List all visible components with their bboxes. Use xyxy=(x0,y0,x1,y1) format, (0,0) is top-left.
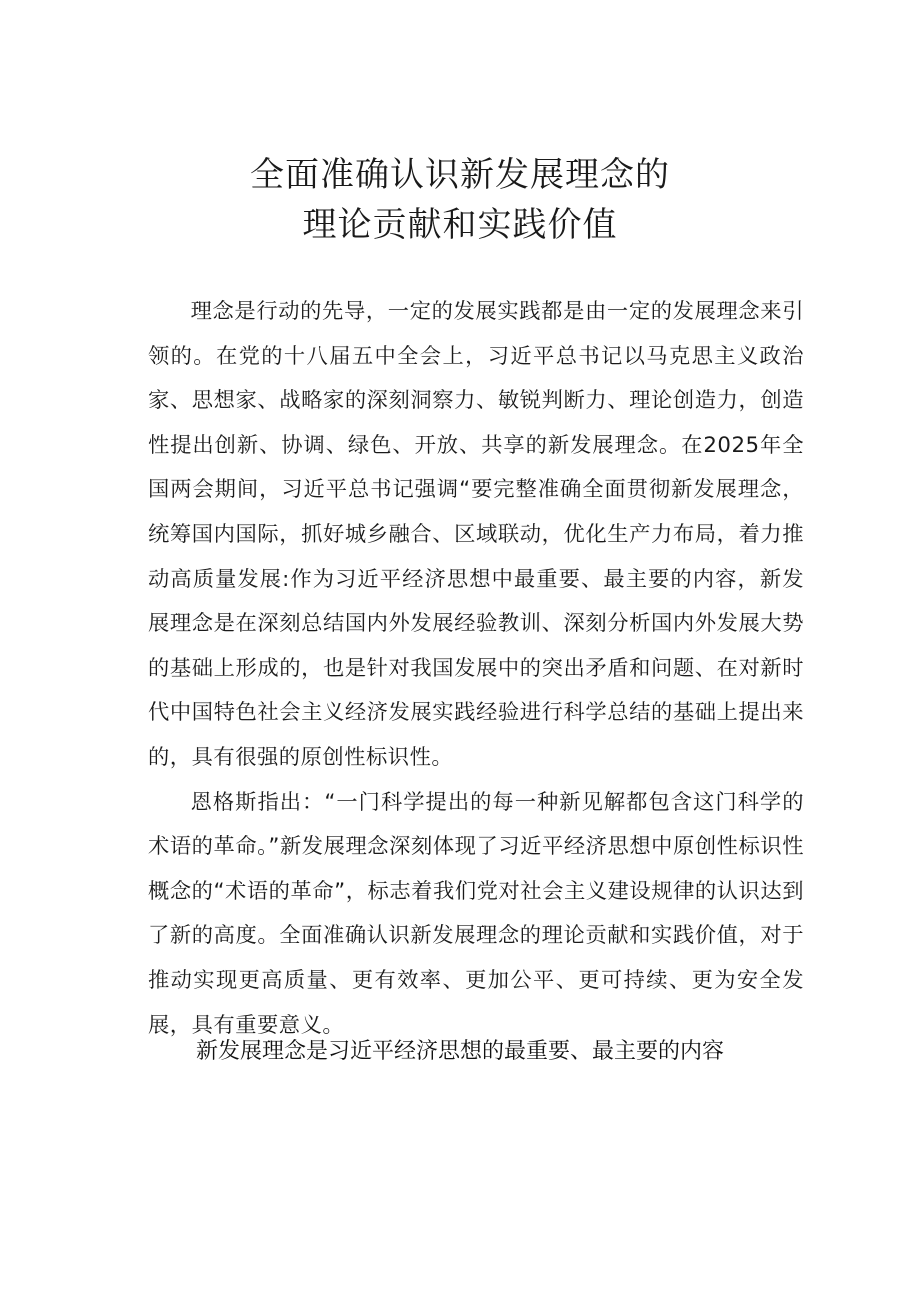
document-title xyxy=(0,150,920,250)
document-body xyxy=(148,290,804,1048)
title-line-1: 全面准确认识新发展理念的 xyxy=(250,155,670,195)
section-heading: 新发展理念是习近平经济思想的最重要、最主要的内容 xyxy=(195,1039,724,1064)
paragraph-2: 恩格斯指出：“一门科学提出的每一种新见解都包含这门科学的术语的革命。”新发展理念深刻体现了习近平经济思想中原创性标识性概念的“术语的革命”，标志着我们党对社会主义建设规律的认识达到了新的高度。全面准确认识新发展理念的理论贡献和实践价值，对于推动实现更高质量、更有效率、更加公平、更可持续、更为安全发展，具有重要意义。 xyxy=(148,789,804,1038)
title-line-2: 理论贡献和实践价值 xyxy=(302,205,618,245)
paragraph-1: 理念是行动的先导，一定的发展实践都是由一定的发展理念来引领的。在党的十八届五中全会上，习近平总书记以马克思主义政治家、思想家、战略家的深刻洞察力、敏锐判断力、理论创造力，创造性提出创新、协调、绿色、开放、共享的新发展理念。在2025年全国两会期间，习近平总书记强调“要完整准确全面贯彻新发展理念，统筹国内国际，抓好城乡融合、区域联动，优化生产力布局，着力推动高质量发展:作为习近平经济思想中最重要、最主要的内容，新发展理念是在深刻总结国内外发展经验教训、深刻分析国内外发展大势的基础上形成的，也是针对我国发展中的突出矛盾和问题、在对新时代中国特色社会主义经济发展实践经验进行科学总结的基础上提出来的，具有很强的原创性标识性。 xyxy=(148,299,804,770)
